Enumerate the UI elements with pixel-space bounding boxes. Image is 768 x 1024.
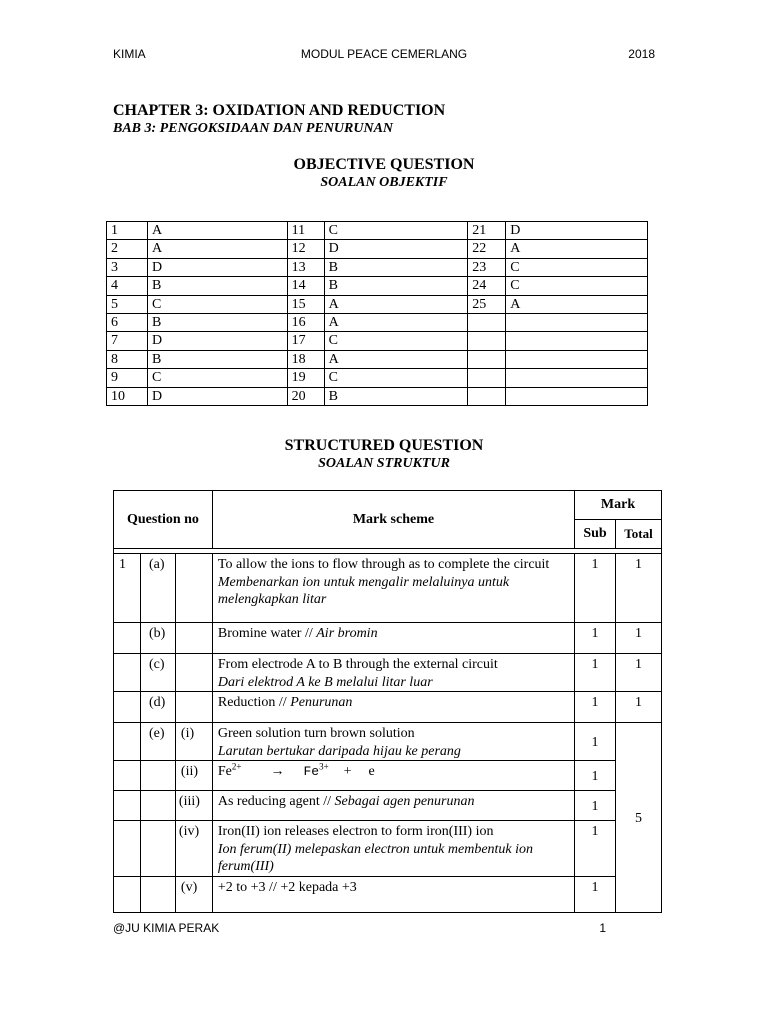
table-row bbox=[114, 623, 662, 654]
header-module-title: MODUL PEACE CEMERLANG bbox=[300, 47, 468, 61]
question-number: 4 bbox=[107, 277, 148, 295]
table-row bbox=[107, 387, 648, 405]
mark-scheme-cell bbox=[212, 821, 574, 877]
question-number: 22 bbox=[468, 240, 506, 258]
answer-letter bbox=[506, 369, 648, 387]
answer-letter: D bbox=[147, 332, 287, 350]
sub-mark: 1 bbox=[575, 723, 616, 761]
sub-mark: 1 bbox=[575, 876, 616, 912]
question-number: 23 bbox=[468, 258, 506, 276]
answer-letter: C bbox=[147, 369, 287, 387]
answer-letter: D bbox=[147, 387, 287, 405]
question-number: 9 bbox=[107, 369, 148, 387]
answer-text-malay: Membenarkan ion untuk mengalir melaluinya untuk melengkapkan litar bbox=[217, 574, 510, 607]
answer-letter bbox=[506, 350, 648, 368]
answer-text: To allow the ions to flow through as to complete the circuit bbox=[217, 557, 550, 572]
structured-subtitle: SOALAN STRUKTUR bbox=[318, 456, 450, 471]
question-number: 1 bbox=[107, 222, 148, 240]
answer-letter: A bbox=[506, 295, 648, 313]
answer-text-malay: Larutan bertukar daripada hijau ke perang bbox=[217, 743, 461, 759]
answer-text-malay: Sebagai agen penurunan bbox=[334, 794, 475, 809]
answer-text: Green solution turn brown solution bbox=[217, 726, 415, 741]
total-mark: 1 bbox=[616, 623, 662, 654]
table-row bbox=[107, 240, 648, 258]
mark-scheme-cell bbox=[212, 654, 574, 692]
answer-letter: D bbox=[506, 222, 648, 240]
question-number: 14 bbox=[287, 277, 324, 295]
table-row bbox=[107, 350, 648, 368]
table-row bbox=[114, 654, 662, 692]
question-number: 3 bbox=[107, 258, 148, 276]
question-number bbox=[468, 387, 506, 405]
structured-title: STRUCTURED QUESTION bbox=[284, 437, 484, 454]
table-row bbox=[107, 258, 648, 276]
question-number: 5 bbox=[107, 295, 148, 313]
answer-letter: A bbox=[506, 240, 648, 258]
question-number: 18 bbox=[287, 350, 324, 368]
question-number: 12 bbox=[287, 240, 324, 258]
mark-scheme-cell bbox=[212, 623, 574, 654]
question-number: 11 bbox=[287, 222, 324, 240]
question-number bbox=[468, 313, 506, 331]
table-row bbox=[114, 723, 662, 761]
answer-letter: A bbox=[324, 295, 468, 313]
answer-letter: A bbox=[324, 313, 468, 331]
ion-symbol: Fe bbox=[303, 764, 320, 779]
total-mark: 1 bbox=[616, 654, 662, 692]
question-number: 17 bbox=[287, 332, 324, 350]
reaction-arrow: → bbox=[270, 764, 285, 779]
answer-letter: C bbox=[506, 277, 648, 295]
table-row bbox=[114, 821, 662, 877]
answer-letter: B bbox=[147, 313, 287, 331]
sub-mark: 1 bbox=[575, 692, 616, 723]
total-mark: 1 bbox=[616, 692, 662, 723]
answer-text-malay: Air bromin bbox=[316, 626, 378, 641]
answer-letter bbox=[506, 387, 648, 405]
sub-mark: 1 bbox=[575, 623, 616, 654]
answer-letter bbox=[506, 332, 648, 350]
question-part: (d) bbox=[140, 692, 175, 723]
answer-text: Reduction // bbox=[217, 695, 291, 710]
table-row bbox=[107, 369, 648, 387]
header-question-no: Question no bbox=[114, 491, 213, 549]
header-mark: Mark bbox=[575, 491, 662, 520]
question-number: 21 bbox=[468, 222, 506, 240]
answer-letter bbox=[506, 313, 648, 331]
table-row bbox=[114, 692, 662, 723]
ion-charge: 3+ bbox=[319, 761, 329, 772]
objective-answer-table bbox=[106, 221, 648, 406]
chapter-title: CHAPTER 3: OXIDATION AND REDUCTION bbox=[113, 102, 446, 119]
plus-sign: + bbox=[343, 764, 352, 779]
answer-text: As reducing agent // bbox=[217, 794, 335, 809]
answer-letter: C bbox=[324, 369, 468, 387]
question-number: 10 bbox=[107, 387, 148, 405]
ion-charge: 2+ bbox=[231, 761, 242, 772]
table-row bbox=[114, 761, 662, 791]
question-part: (b) bbox=[140, 623, 175, 654]
header-year: 2018 bbox=[628, 47, 655, 61]
question-number: 19 bbox=[287, 369, 324, 387]
sub-mark: 1 bbox=[575, 791, 616, 821]
table-row bbox=[107, 313, 648, 331]
question-number: 25 bbox=[468, 295, 506, 313]
total-mark: 5 bbox=[616, 723, 662, 913]
mark-scheme-cell bbox=[212, 791, 574, 821]
answer-letter: C bbox=[324, 222, 468, 240]
answer-letter: D bbox=[147, 258, 287, 276]
question-subpart: (v) bbox=[175, 876, 212, 912]
table-row bbox=[114, 554, 662, 623]
footer-author: @JU KIMIA PERAK bbox=[113, 921, 220, 935]
mark-scheme-cell bbox=[212, 876, 574, 912]
answer-text-malay: Penurunan bbox=[290, 695, 353, 710]
header-subject: KIMIA bbox=[113, 47, 146, 61]
question-part: (e) bbox=[140, 723, 175, 761]
answer-letter: C bbox=[147, 295, 287, 313]
table-row bbox=[107, 332, 648, 350]
sub-mark: 1 bbox=[575, 761, 616, 791]
answer-text: From electrode A to B through the external circuit bbox=[217, 657, 498, 672]
answer-text: Bromine water // bbox=[217, 626, 317, 641]
answer-letter: C bbox=[324, 332, 468, 350]
answer-letter: B bbox=[324, 387, 468, 405]
answer-letter: A bbox=[147, 240, 287, 258]
mark-scheme-cell bbox=[212, 723, 574, 761]
question-number: 16 bbox=[287, 313, 324, 331]
answer-text: +2 to +3 // +2 kepada +3 bbox=[217, 879, 357, 895]
total-mark: 1 bbox=[616, 554, 662, 623]
question-subpart: (i) bbox=[175, 723, 212, 761]
answer-text: Iron(II) ion releases electron to form iron(III) ion bbox=[217, 824, 494, 839]
question-number: 8 bbox=[107, 350, 148, 368]
question-number: 13 bbox=[287, 258, 324, 276]
header-total: Total bbox=[616, 520, 662, 549]
objective-title: OBJECTIVE QUESTION bbox=[293, 156, 475, 173]
page-number: 1 bbox=[599, 921, 606, 935]
answer-letter: B bbox=[147, 350, 287, 368]
table-row bbox=[107, 295, 648, 313]
question-number: 2 bbox=[107, 240, 148, 258]
table-row bbox=[107, 277, 648, 295]
header-sub: Sub bbox=[575, 520, 616, 549]
question-subpart: (ii) bbox=[175, 761, 212, 791]
ion-symbol: Fe bbox=[217, 764, 232, 779]
question-number bbox=[468, 350, 506, 368]
structured-mark-scheme-table bbox=[113, 490, 662, 913]
mark-scheme-cell bbox=[212, 554, 574, 623]
sub-mark: 1 bbox=[575, 554, 616, 623]
question-number: 20 bbox=[287, 387, 324, 405]
answer-letter: D bbox=[324, 240, 468, 258]
answer-letter: C bbox=[506, 258, 648, 276]
question-part: (a) bbox=[140, 554, 175, 623]
answer-letter: B bbox=[324, 277, 468, 295]
header-mark-scheme: Mark scheme bbox=[212, 491, 574, 549]
mark-scheme-cell bbox=[212, 692, 574, 723]
mark-scheme-cell bbox=[212, 761, 574, 791]
question-subpart: (iv) bbox=[175, 821, 212, 877]
answer-letter: B bbox=[147, 277, 287, 295]
sub-mark: 1 bbox=[575, 654, 616, 692]
objective-subtitle: SOALAN OBJEKTIF bbox=[320, 175, 448, 190]
answer-letter: B bbox=[324, 258, 468, 276]
answer-text-malay: Ion ferum(II) melepaskan electron untuk membentuk ion ferum(III) bbox=[217, 841, 534, 874]
question-number: 6 bbox=[107, 313, 148, 331]
question-number: 15 bbox=[287, 295, 324, 313]
question-subpart: (iii) bbox=[175, 791, 212, 821]
answer-letter: A bbox=[147, 222, 287, 240]
question-number: 24 bbox=[468, 277, 506, 295]
question-number: 1 bbox=[114, 554, 141, 623]
table-row bbox=[107, 222, 648, 240]
question-number: 7 bbox=[107, 332, 148, 350]
table-row bbox=[114, 876, 662, 912]
chapter-subtitle: BAB 3: PENGOKSIDAAN DAN PENURUNAN bbox=[113, 121, 394, 136]
question-number bbox=[468, 332, 506, 350]
table-row bbox=[114, 791, 662, 821]
sub-mark: 1 bbox=[575, 821, 616, 877]
answer-letter: A bbox=[324, 350, 468, 368]
question-part: (c) bbox=[140, 654, 175, 692]
electron-symbol: e bbox=[368, 764, 375, 779]
question-number bbox=[468, 369, 506, 387]
answer-text-malay: Dari elektrod A ke B melalui litar luar bbox=[217, 674, 433, 690]
